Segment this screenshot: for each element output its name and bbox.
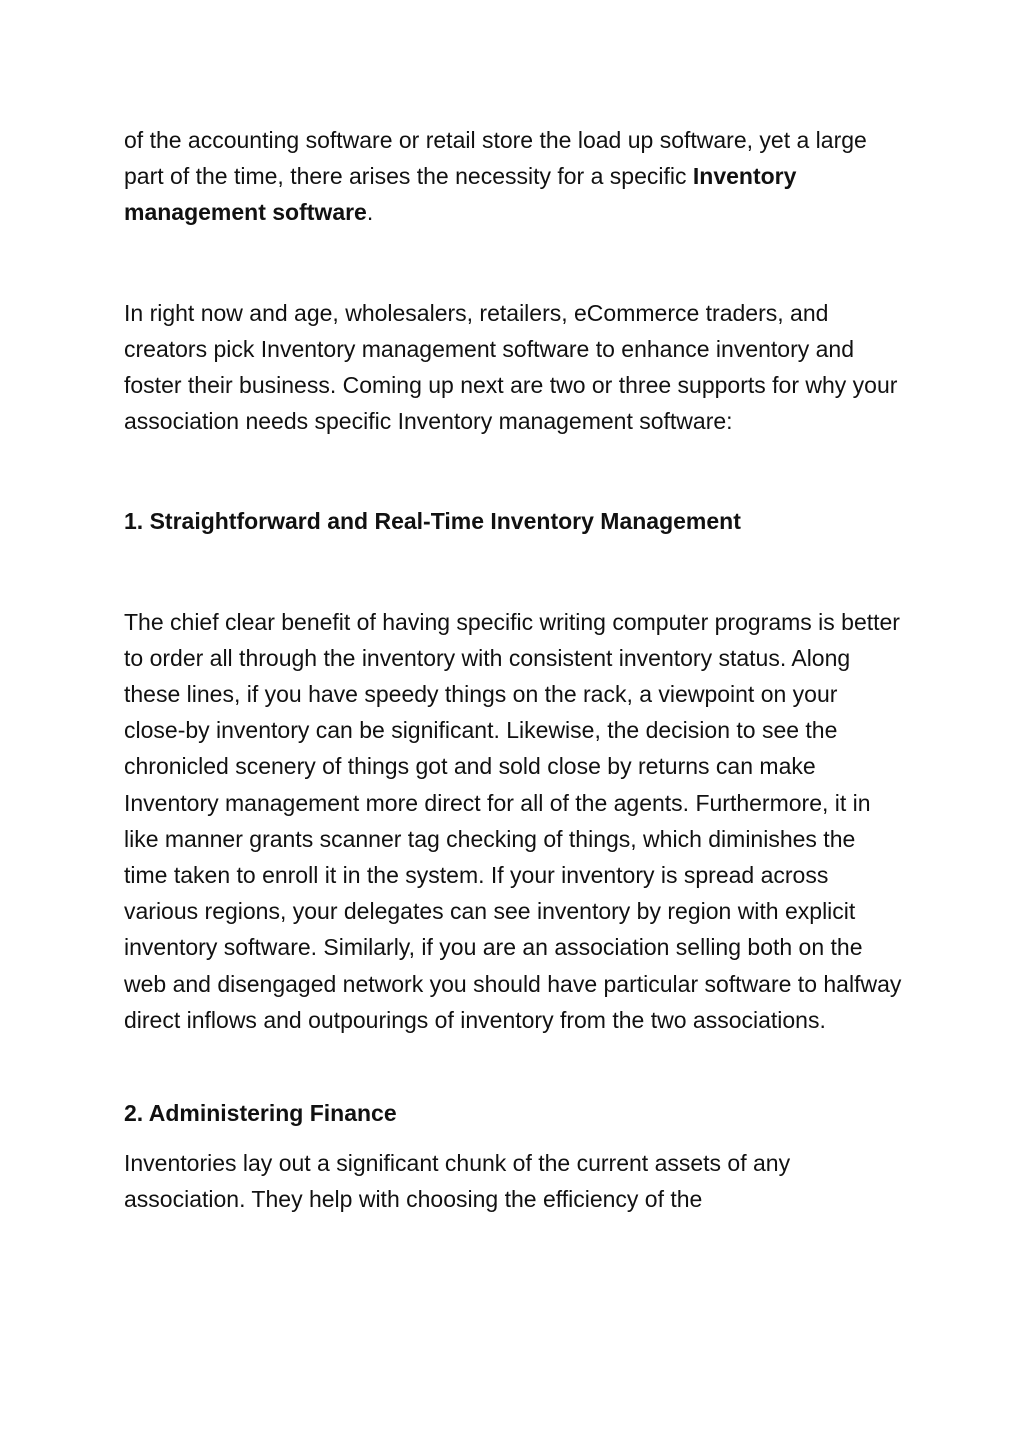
document-body	[124, 122, 904, 1218]
paragraph-reasons: In right now and age, wholesalers, retailers, eCommerce traders, and creators pick Inventory management software to enhance inventory and foster their business. Coming up next are two or three supports for why your association needs specific Inventory management software:	[124, 299, 898, 435]
paragraph-intro-end: .	[366, 199, 374, 226]
paragraph-intro	[124, 122, 904, 231]
section-heading-2: 2. Administering Finance	[124, 1100, 397, 1127]
paragraph-intro-text: of the accounting software or retail store the load up software, yet a large part of the time, there arises the necessity for a specific	[124, 127, 867, 190]
spacer	[124, 231, 904, 295]
spacer	[124, 439, 904, 503]
bold-term: Inventory management software	[124, 163, 797, 226]
paragraph-finance: Inventories lay out a significant chunk of the current assets of any association. They help with choosing the efficiency of the	[124, 1150, 791, 1213]
spacer	[124, 1131, 904, 1145]
spacer	[124, 540, 904, 604]
spacer	[124, 1038, 904, 1095]
paragraph-real-time: The chief clear benefit of having specific writing computer programs is better to order all through the inventory with consistent inventory status. Along these lines, if you have speedy things on the rack, a viewpoint on your close-by inventory can be significant. Likewise, the decision to see the chronicled scenery of things got and sold close by returns can make Inventory management more direct for all of the agents. Furthermore, it in like manner grants scanner tag checking of things, which diminishes the time taken to enroll it in the system. If your inventory is spread across various regions, your delegates can see inventory by region with explicit inventory software. Similarly, if you are an association selling both on the web and disengaged network you should have particular software to halfway direct inflows and outpourings of inventory from the two associations.	[124, 608, 902, 1033]
section-heading-1: 1. Straightforward and Real-Time Inventory Management	[124, 508, 741, 535]
